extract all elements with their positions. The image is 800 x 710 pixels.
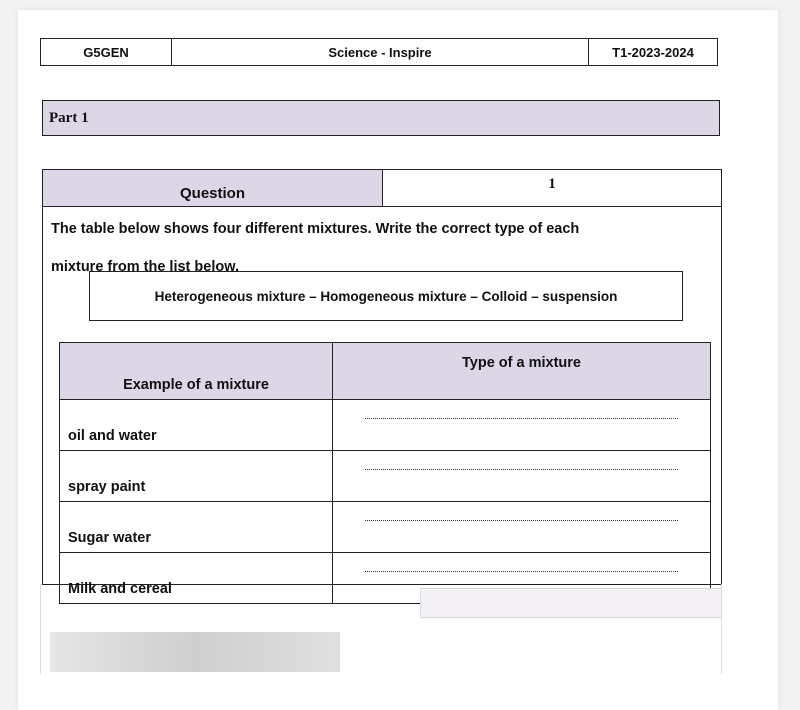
dotted-answer-line <box>365 520 678 521</box>
dotted-answer-line <box>365 571 678 572</box>
term-label: T1-2023-2024 <box>612 44 694 60</box>
mixture-example: Sugar water <box>60 502 333 553</box>
part-label: Part 1 <box>49 109 89 126</box>
question-box <box>42 169 722 597</box>
question-label: Question <box>43 170 383 206</box>
mixture-example: spray paint <box>60 451 333 502</box>
worksheet-header <box>40 38 718 66</box>
question-number: 1 <box>548 176 556 192</box>
table-row <box>60 400 711 451</box>
table-row <box>60 502 711 553</box>
table-row <box>60 451 711 502</box>
question-text-line: The table below shows four different mixtures. Write the correct type of each <box>51 221 580 237</box>
mixture-example: oil and water <box>60 400 333 451</box>
dotted-answer-line <box>365 418 678 419</box>
subject-title: Science - Inspire <box>172 39 589 65</box>
part-banner <box>42 100 720 136</box>
answer-blank[interactable] <box>333 451 711 502</box>
options-list-box <box>89 271 683 321</box>
answer-blank[interactable] <box>333 502 711 553</box>
next-question-image <box>50 632 340 672</box>
grade-code: G5GEN <box>41 39 172 65</box>
table-header-row <box>60 343 711 400</box>
answer-blank[interactable] <box>333 400 711 451</box>
next-question-header <box>420 588 722 618</box>
dotted-answer-line <box>365 469 678 470</box>
question-header <box>43 170 721 207</box>
mixture-example: Milk and cereal <box>60 553 333 604</box>
column-header-example: Example of a mixture <box>60 343 333 400</box>
question-text-line: mixture from the list below. <box>51 259 239 275</box>
mixtures-table <box>59 342 711 604</box>
options-list: Heterogeneous mixture – Homogeneous mixture – Colloid – suspension <box>154 288 618 304</box>
column-header-type: Type of a mixture <box>333 343 711 400</box>
